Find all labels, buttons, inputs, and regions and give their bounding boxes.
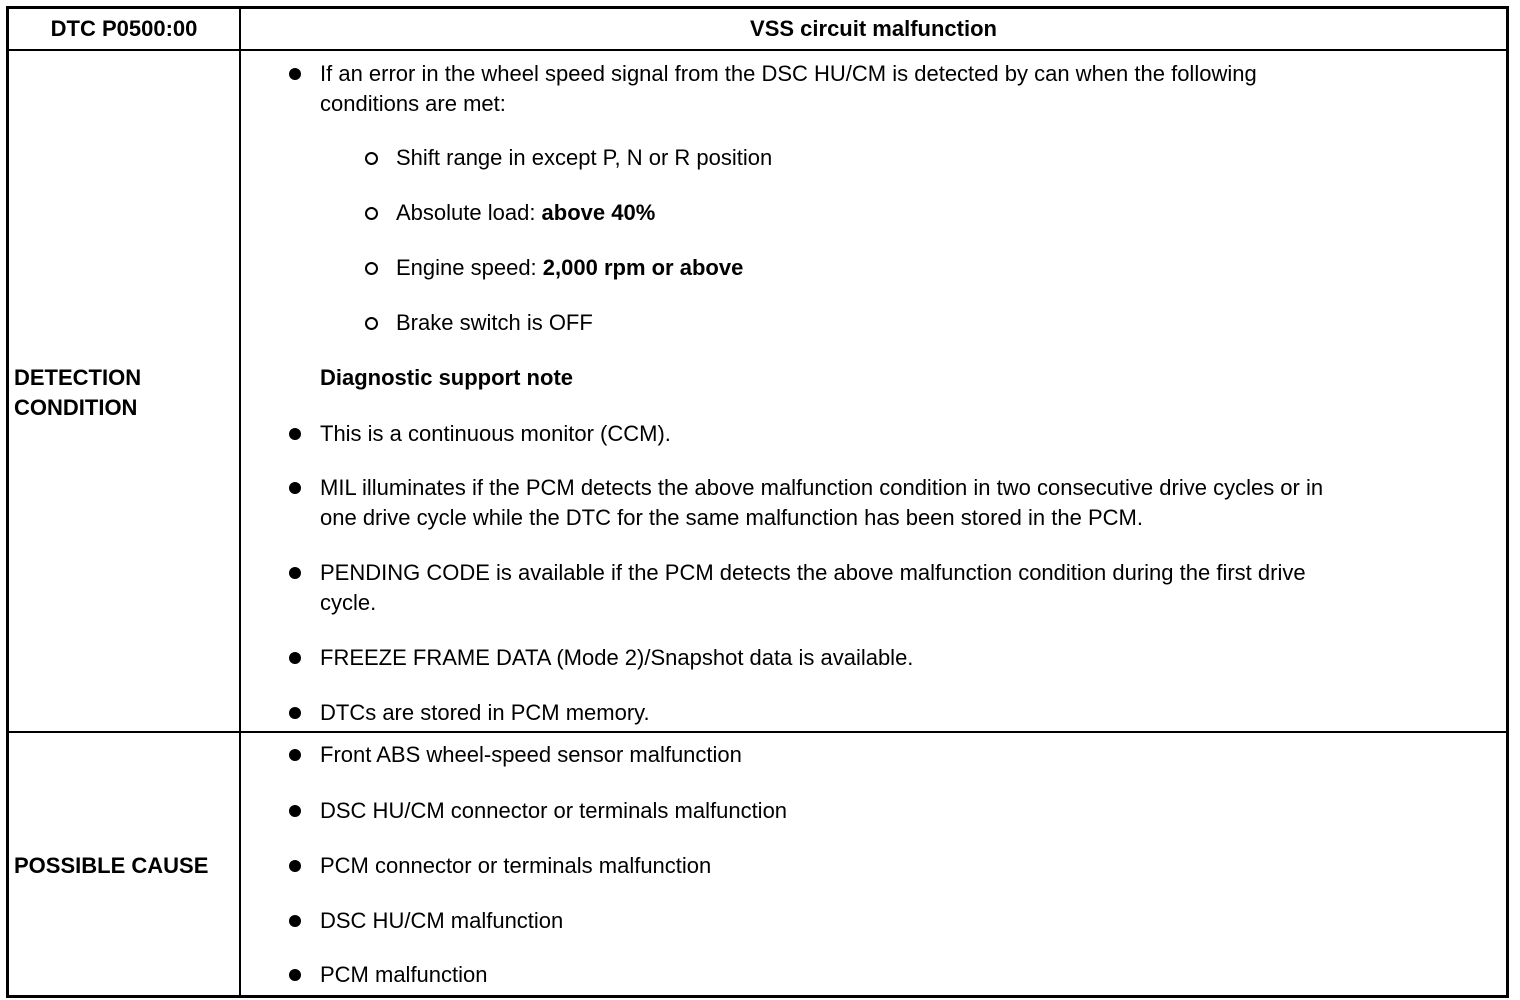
cause-item: Front ABS wheel-speed sensor malfunction <box>320 742 742 767</box>
bullet-icon <box>289 707 301 719</box>
condition-item: Engine speed: 2,000 rpm or above <box>396 255 744 280</box>
bullet-icon <box>289 482 301 494</box>
condition-item: Shift range in except P, N or R position <box>396 145 773 170</box>
condition-item: Absolute load: above 40% <box>396 200 656 225</box>
note-pending-line2: cycle. <box>320 590 377 615</box>
hollow-bullet-icon <box>365 317 378 330</box>
header-divider <box>9 49 1506 51</box>
column-divider <box>239 9 241 995</box>
bullet-icon <box>289 567 301 579</box>
dtc-code-header: DTC P0500:00 <box>50 16 198 41</box>
detection-label-line2: CONDITION <box>14 395 138 420</box>
cause-item: DSC HU/CM malfunction <box>320 908 564 933</box>
note-freeze-frame: FREEZE FRAME DATA (Mode 2)/Snapshot data is available. <box>320 645 914 670</box>
cause-item: PCM malfunction <box>320 962 488 987</box>
note-mil-line2: one drive cycle while the DTC for the same malfunction has been stored in the PCM. <box>320 505 1143 530</box>
row-divider <box>9 731 1506 733</box>
hollow-bullet-icon <box>365 207 378 220</box>
bullet-icon <box>289 428 301 440</box>
condition-item: Brake switch is OFF <box>396 310 593 335</box>
bullet-icon <box>289 68 301 80</box>
detection-intro-line2: conditions are met: <box>320 91 506 116</box>
detection-condition-label <box>14 363 141 423</box>
bullet-icon <box>289 860 301 872</box>
note-mil-line1: MIL illuminates if the PCM detects the above malfunction condition in two consecutive drive cycles or in <box>320 475 1324 500</box>
hollow-bullet-icon <box>365 152 378 165</box>
dtc-title-header: VSS circuit malfunction <box>750 16 997 41</box>
note-ccm: This is a continuous monitor (CCM). <box>320 421 671 446</box>
possible-cause-label: POSSIBLE CAUSE <box>14 853 209 878</box>
bullet-icon <box>289 749 301 761</box>
note-pending-line1: PENDING CODE is available if the PCM detects the above malfunction condition during the first drive <box>320 560 1306 585</box>
bullet-icon <box>289 652 301 664</box>
cause-item: DSC HU/CM connector or terminals malfunction <box>320 798 788 823</box>
hollow-bullet-icon <box>365 262 378 275</box>
detection-label-line1: DETECTION <box>14 365 142 390</box>
note-memory: DTCs are stored in PCM memory. <box>320 700 650 725</box>
bullet-icon <box>289 915 301 927</box>
detection-intro-line1: If an error in the wheel speed signal from the DSC HU/CM is detected by can when the following <box>320 61 1257 86</box>
support-note-heading: Diagnostic support note <box>320 365 573 390</box>
bullet-icon <box>289 805 301 817</box>
cause-item: PCM connector or terminals malfunction <box>320 853 712 878</box>
dtc-table <box>6 6 1509 998</box>
bullet-icon <box>289 969 301 981</box>
